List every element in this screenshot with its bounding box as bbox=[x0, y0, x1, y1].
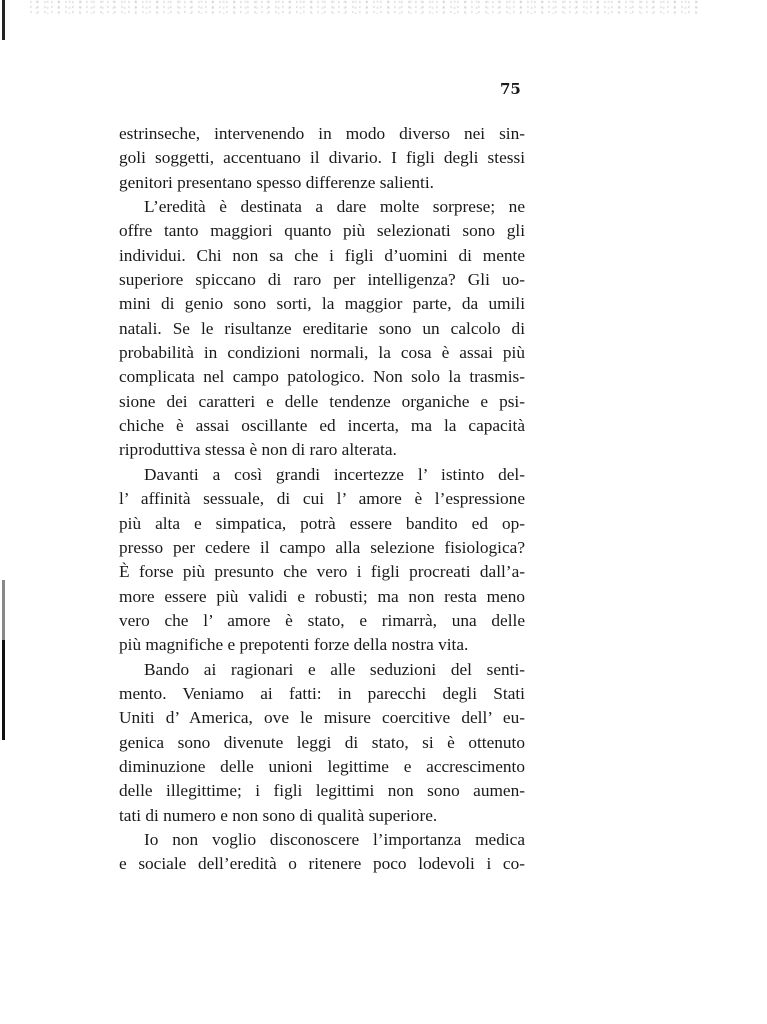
text-line: tati di numero e non sono di qualità superiore. bbox=[119, 805, 438, 825]
text-line: more essere più validi e robusti; ma non resta meno bbox=[119, 586, 525, 606]
text-line: estrinseche, intervenendo in modo diverso nei sin- bbox=[119, 124, 525, 143]
paragraph bbox=[119, 658, 525, 828]
text-line: individui. Chi non sa che i figli d’uomini di mente bbox=[119, 245, 525, 265]
text-line: complicata nel campo patologico. Non solo la trasmis- bbox=[119, 367, 525, 387]
text-line: riproduttiva stessa è non di raro alterata. bbox=[119, 440, 397, 460]
text-line: Uniti d’ America, ove le misure coercitive dell’ eu- bbox=[119, 708, 525, 728]
text-line: vero che l’ amore è stato, e rimarrà, una delle bbox=[119, 610, 525, 630]
text-line: diminuzione delle unioni legittime e accrescimento bbox=[119, 756, 525, 776]
scan-noise bbox=[30, 0, 700, 14]
text-line: È forse più presunto che vero i figli procreati dall’a- bbox=[119, 562, 525, 582]
paragraph bbox=[119, 828, 525, 877]
text-line: Davanti a così grandi incertezze l’ istinto del- bbox=[144, 464, 525, 484]
text-line: sione dei caratteri e delle tendenze organiche e psi- bbox=[119, 391, 525, 411]
paragraph bbox=[119, 195, 525, 463]
page-binding-edge bbox=[2, 0, 5, 1024]
text-line: più alta e simpatica, potrà essere bandito ed op- bbox=[119, 513, 525, 533]
text-line: più magnifiche e prepotenti forze della nostra vita. bbox=[119, 635, 469, 655]
text-line: mento. Veniamo ai fatti: in parecchi degli Stati bbox=[119, 683, 525, 703]
text-line: e sociale dell’eredità o ritenere poco lodevoli i co- bbox=[119, 854, 525, 874]
text-line: chiche è assai oscillante ed incerta, ma la capacità bbox=[119, 416, 525, 436]
text-line: delle illegittime; i figli legittimi non sono aumen- bbox=[119, 781, 525, 801]
text-line: goli soggetti, accentuano il divario. I figli degli stessi bbox=[119, 148, 525, 168]
text-line: offre tanto maggiori quanto più selezionati sono gli bbox=[119, 221, 525, 241]
page-body bbox=[119, 122, 525, 877]
text-line: Io non voglio disconoscere l’importanza medica bbox=[144, 829, 525, 849]
page-number: 75 bbox=[500, 80, 521, 98]
text-line: presso per cedere il campo alla selezione fisiologica? bbox=[119, 537, 525, 557]
text-line: l’ affinità sessuale, di cui l’ amore è l’espressione bbox=[119, 489, 525, 509]
paragraph bbox=[119, 463, 525, 658]
text-line: Bando ai ragionari e alle seduzioni del senti- bbox=[144, 659, 525, 679]
text-line: probabilità in condizioni normali, la cosa è assai più bbox=[119, 343, 525, 363]
text-line: genica sono divenute leggi di stato, si è ottenuto bbox=[119, 732, 525, 752]
text-line: natali. Se le risultanze ereditarie sono un calcolo di bbox=[119, 318, 525, 338]
text-line: superiore spiccano di raro per intelligenza? Gli uo- bbox=[119, 270, 525, 290]
text-line: L’eredità è destinata a dare molte sorprese; ne bbox=[144, 197, 525, 217]
text-line: genitori presentano spesso differenze salienti. bbox=[119, 172, 434, 192]
text-line: mini di genio sono sorti, la maggior parte, da umili bbox=[119, 294, 525, 314]
paragraph bbox=[119, 122, 525, 195]
